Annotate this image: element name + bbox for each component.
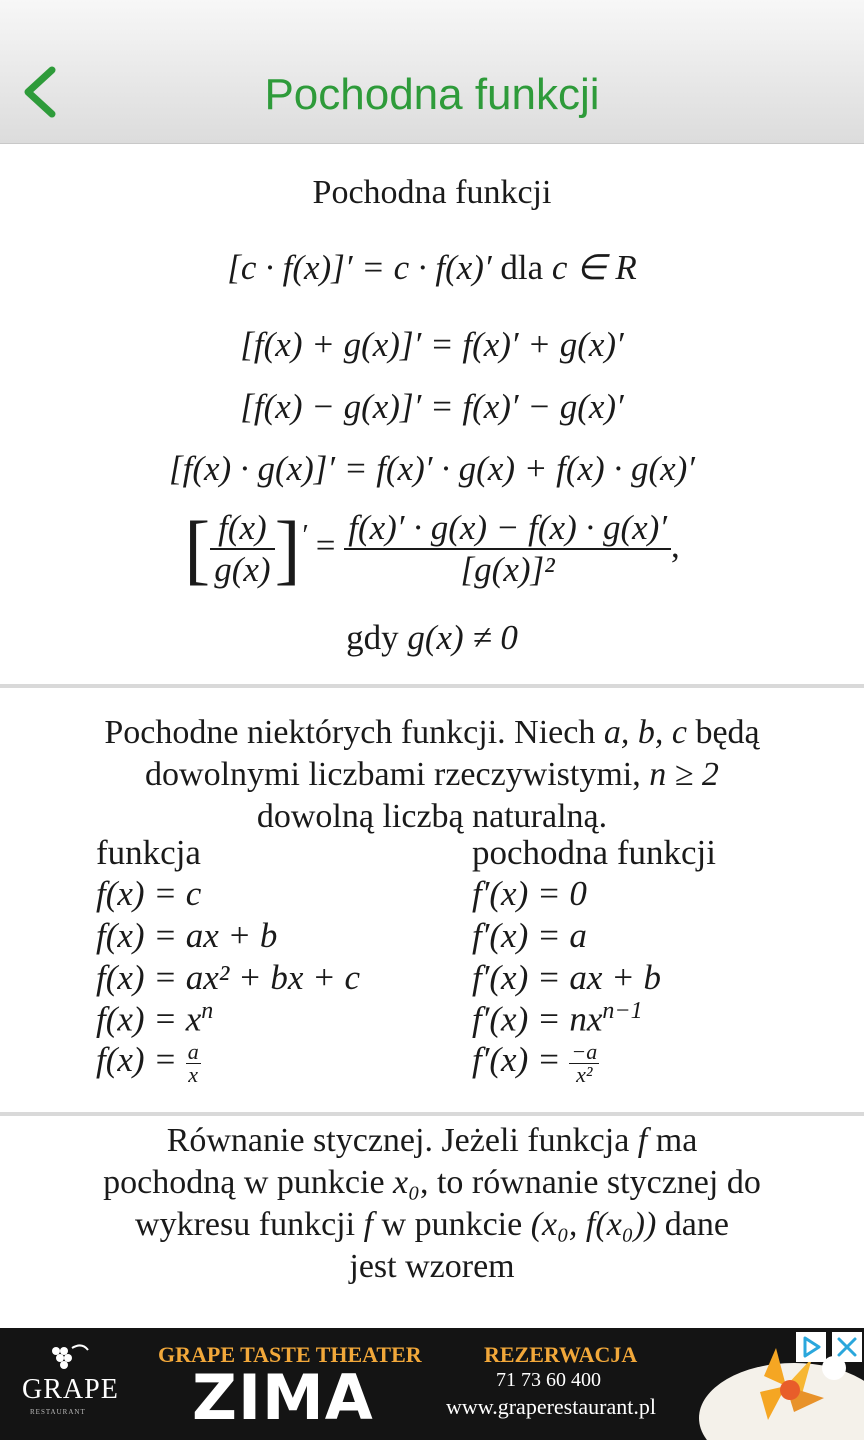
- ad-reservation-label: REZERWACJA: [484, 1342, 638, 1367]
- ad-url: www.graperestaurant.pl: [446, 1394, 656, 1419]
- rule-difference: [f(x) − g(x)]′ = f(x)′ − g(x)′: [240, 387, 624, 426]
- table-header-row: [96, 832, 716, 874]
- rule-quotient: [ $\frac{f(x)}{g(x)}$ ]′ = $\frac{f(x)' \cdot g(x) - f(x) \cdot g(x)'}{\text{[g(x)]²}}$ ,: [184, 505, 680, 592]
- tangent-text-line: jest wzorem: [349, 1248, 515, 1285]
- intro-text-line: dowolną liczbą naturalną.: [256, 798, 608, 835]
- page-title: Pochodna funkcji: [264, 70, 600, 119]
- basic-derivatives-card: [0, 690, 864, 1112]
- ad-banner[interactable]: [0, 1328, 864, 1440]
- ad-choices-icon[interactable]: [796, 1332, 826, 1362]
- column-header-derivative: pochodna funkcji: [472, 832, 716, 872]
- derivative-rules-card: [0, 144, 864, 686]
- rule-sum: [f(x) + g(x)]′ = f(x)′ + g(x)′: [240, 325, 624, 364]
- rule-product: [f(x) · g(x)]′ = f(x)′ · g(x) + f(x) · g(x)′: [169, 449, 695, 488]
- derivatives-table: [96, 832, 716, 1086]
- table-row: f(x) = $\frac{a}{x}$ f′(x) = $\frac{-a}{\text{x²}}$: [96, 1038, 598, 1087]
- ad-logo-subtitle: RESTAURANT: [30, 1408, 86, 1416]
- ad-close-icon[interactable]: [832, 1332, 862, 1362]
- app-header: [0, 0, 864, 144]
- section-heading: Pochodna funkcji: [312, 174, 552, 211]
- tangent-text-line: wykresu funkcji f w punkcie (x₀, f(x₀)) dane: [135, 1206, 729, 1243]
- intro-text-line: dowolnymi liczbami rzeczywistymi, n ≥ 2: [145, 756, 719, 793]
- table-row: f(x) = c f′(x) = 0: [96, 874, 587, 914]
- tangent-text-line: pochodną w punkcie x₀, to równanie stycznej do: [103, 1164, 761, 1201]
- table-row: $f(x) = x^n$ $f'(x) = nx^{n-1}$: [96, 998, 643, 1040]
- tangent-text-line: Równanie stycznej. Jeżeli funkcja f ma: [166, 1122, 698, 1159]
- scroll-content[interactable]: [0, 144, 864, 1328]
- ad-logo: GRAPE: [22, 1374, 119, 1405]
- ad-headline: GRAPE TASTE THEATER: [158, 1342, 422, 1367]
- tangent-line-card: [0, 1118, 864, 1328]
- ad-phone: 71 73 60 400: [496, 1369, 601, 1391]
- quotient-condition: gdy g(x) ≠ 0: [346, 618, 518, 657]
- divider: [0, 684, 864, 688]
- table-row: f(x) = ax² + bx + c f′(x) = ax + b: [96, 957, 661, 997]
- divider: [0, 1112, 864, 1116]
- column-header-function: funkcja: [96, 832, 201, 872]
- intro-text-line: Pochodne niektórych funkcji. Niech a, b, c będą: [104, 714, 760, 751]
- rule-constant-multiple: [c · f(x)]′ = c · f(x)′ dla c ∈ R: [227, 248, 637, 287]
- table-row: f(x) = ax + b f′(x) = a: [96, 915, 587, 955]
- ad-big-title: ZIMA: [192, 1361, 374, 1434]
